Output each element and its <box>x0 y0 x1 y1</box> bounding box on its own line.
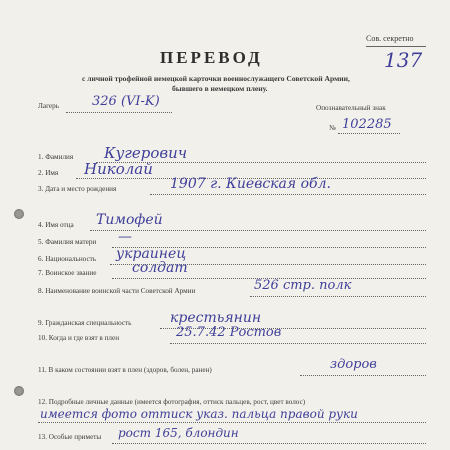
id-number-label: № <box>329 124 336 132</box>
handwritten-number: 137 <box>384 48 423 72</box>
field-label-capture-condition: 11. В каком состоянии взят в плен (здоров, болен, ранен) <box>38 366 212 374</box>
field-value-name: Николай <box>84 160 153 178</box>
document-subtitle-line1: с личной трофейной немецкой карточки военнослужащего Советской Армии, <box>82 74 350 83</box>
id-mark-label: Опознавательный знак <box>316 104 386 112</box>
field-value-rank: солдат <box>132 260 188 276</box>
document-title: ПЕРЕВОД <box>160 48 263 67</box>
field-label-name: 2. Имя <box>38 169 59 177</box>
field-line-military-unit <box>250 296 426 297</box>
field-label-special-marks: 13. Особые приметы <box>38 433 102 441</box>
camp-label: Лагерь <box>38 102 59 110</box>
id-number-value: 102285 <box>342 117 392 132</box>
field-value-special-marks: рост 165, блондин <box>118 426 239 440</box>
field-line-special-marks <box>112 443 426 444</box>
field-value-mother-surname: — <box>118 229 132 245</box>
field-value-personal-details: имеется фото оттиск указ. пальца правой руки <box>40 407 358 421</box>
punch-hole <box>14 386 24 396</box>
field-label-birth: 3. Дата и место рождения <box>38 185 117 193</box>
field-line-birth <box>150 194 426 195</box>
field-line-capture-condition <box>300 375 426 376</box>
field-label-civil-specialty: 9. Гражданская специальность <box>38 319 132 327</box>
field-label-surname: 1. Фамилия <box>38 153 74 161</box>
field-value-capture-condition: здоров <box>330 357 377 372</box>
field-value-civil-specialty: крестьянин <box>170 310 262 326</box>
field-label-capture: 10. Когда и где взят в плен <box>38 334 120 342</box>
field-line-personal-details <box>38 422 426 423</box>
id-number-line <box>338 133 400 134</box>
field-line-father-name <box>90 230 426 231</box>
camp-value: 326 (VI-K) <box>92 94 160 109</box>
field-value-nationality: украинец <box>116 246 187 262</box>
field-value-birth: 1907 г. Киевская обл. <box>170 176 331 192</box>
classification-stamp: Сов. секретно <box>366 34 414 43</box>
field-label-military-unit: 8. Наименование воинской части Советской Армии <box>38 287 196 295</box>
field-value-military-unit: 526 стр. полк <box>254 278 352 293</box>
field-value-father-name: Тимофей <box>96 212 163 228</box>
field-label-mother-surname: 5. Фамилия матери <box>38 238 97 246</box>
camp-line <box>66 112 172 113</box>
field-label-personal-details: 12. Подробные личные данные (имеется фотография, оттиск пальцев, рост, цвет волос) <box>38 398 306 406</box>
field-value-surname: Кугерович <box>104 144 188 162</box>
field-line-capture <box>170 343 426 344</box>
field-value-capture: 25.7.42 Ростов <box>176 325 282 340</box>
punch-hole <box>14 209 24 219</box>
document-subtitle-line2: бывшего в немецком плену. <box>172 84 268 93</box>
field-label-rank: 7. Воинское звание <box>38 269 97 277</box>
field-label-nationality: 6. Национальность <box>38 255 97 263</box>
field-label-father-name: 4. Имя отца <box>38 221 74 229</box>
classification-underline <box>366 46 426 47</box>
